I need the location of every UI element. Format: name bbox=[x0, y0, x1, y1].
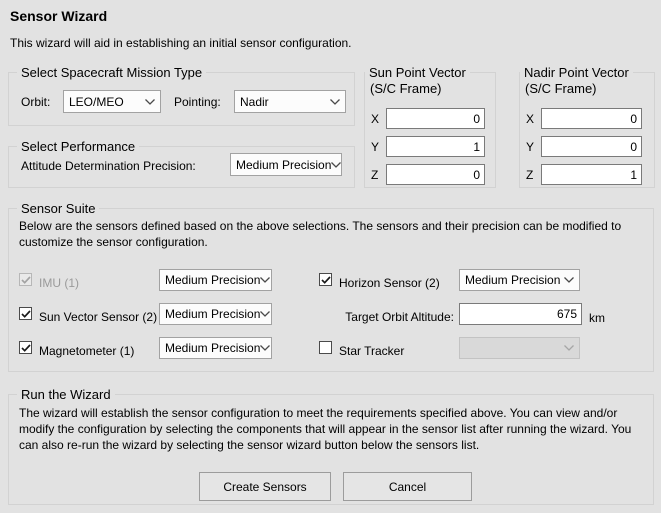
orbit-value: LEO/MEO bbox=[69, 94, 124, 109]
pointing-label: Pointing: bbox=[174, 95, 221, 109]
cancel-button[interactable]: Cancel bbox=[343, 472, 472, 501]
orbit-label: Orbit: bbox=[21, 95, 51, 109]
target-altitude-unit: km bbox=[589, 311, 605, 325]
chevron-down-icon bbox=[330, 99, 340, 105]
nadir-x-label: X bbox=[526, 112, 535, 126]
sun-z-label: Z bbox=[371, 168, 379, 182]
imu-precision-value: Medium Precision bbox=[165, 273, 261, 287]
target-altitude-label: Target Orbit Altitude: bbox=[345, 310, 454, 324]
chevron-down-icon bbox=[260, 345, 270, 351]
mag-precision-value: Medium Precision bbox=[165, 341, 261, 355]
chevron-down-icon bbox=[145, 99, 155, 105]
sensor-row bbox=[9, 269, 653, 291]
svs-precision-value: Medium Precision bbox=[165, 307, 261, 321]
adp-select[interactable] bbox=[230, 153, 342, 176]
performance-legend: Select Performance bbox=[17, 139, 139, 154]
orbit-select[interactable] bbox=[63, 90, 161, 113]
horizon-sensor-label[interactable]: Horizon Sensor (2) bbox=[339, 276, 440, 290]
imu-checkbox bbox=[19, 273, 32, 286]
horizon-sensor-checkbox[interactable] bbox=[319, 273, 332, 286]
check-icon bbox=[320, 274, 332, 286]
sensor-suite-legend: Sensor Suite bbox=[17, 201, 99, 216]
nadir-point-vector-legend: Nadir Point Vector bbox=[520, 65, 633, 80]
sun-frame-note: (S/C Frame) bbox=[370, 81, 442, 96]
target-altitude-input[interactable] bbox=[459, 303, 582, 325]
star-tracker-checkbox[interactable] bbox=[319, 341, 332, 354]
check-icon bbox=[20, 342, 32, 354]
mission-type-group bbox=[8, 65, 355, 126]
pointing-select[interactable] bbox=[234, 90, 346, 113]
chevron-down-icon bbox=[260, 277, 270, 283]
star-precision-select bbox=[459, 337, 580, 359]
nadir-y-label: Y bbox=[526, 140, 535, 154]
sun-y-label: Y bbox=[371, 140, 380, 154]
chevron-down-icon bbox=[564, 345, 574, 351]
adp-value: Medium Precision bbox=[236, 157, 332, 172]
mission-type-legend: Select Spacecraft Mission Type bbox=[17, 65, 206, 80]
magnetometer-checkbox[interactable] bbox=[19, 341, 32, 354]
nadir-z-label: Z bbox=[526, 168, 534, 182]
sensor-suite-description: Below are the sensors defined based on the above selections. The sensors and their precision can be modified to customize the sensor configuration. bbox=[19, 219, 622, 249]
chevron-down-icon bbox=[331, 162, 341, 168]
horizon-precision-select[interactable] bbox=[459, 269, 580, 291]
sun-point-vector-group bbox=[364, 65, 496, 188]
sun-vector-sensor-checkbox[interactable] bbox=[19, 307, 32, 320]
horizon-precision-value: Medium Precision bbox=[465, 273, 561, 287]
sensor-suite-group bbox=[8, 201, 654, 372]
run-wizard-group bbox=[8, 387, 654, 505]
star-tracker-label[interactable]: Star Tracker bbox=[339, 344, 405, 358]
svs-precision-select[interactable] bbox=[159, 303, 272, 325]
page-title: Sensor Wizard bbox=[10, 8, 108, 24]
create-sensors-button[interactable]: Create Sensors bbox=[199, 472, 331, 501]
mag-precision-select[interactable] bbox=[159, 337, 272, 359]
sun-point-vector-legend: Sun Point Vector bbox=[365, 65, 470, 80]
sun-z-input[interactable] bbox=[386, 164, 485, 185]
chevron-down-icon bbox=[564, 277, 574, 283]
pointing-value: Nadir bbox=[240, 94, 269, 109]
magnetometer-label[interactable]: Magnetometer (1) bbox=[39, 344, 135, 358]
performance-group bbox=[8, 139, 355, 188]
nadir-y-input[interactable] bbox=[541, 136, 642, 157]
adp-label: Attitude Determination Precision: bbox=[21, 159, 196, 173]
sun-y-input[interactable] bbox=[386, 136, 485, 157]
sensor-row bbox=[9, 303, 653, 325]
sun-vector-sensor-label[interactable]: Sun Vector Sensor (2) bbox=[39, 310, 158, 324]
nadir-z-input[interactable] bbox=[541, 164, 642, 185]
run-wizard-legend: Run the Wizard bbox=[17, 387, 115, 402]
page-subtitle: This wizard will aid in establishing an initial sensor configuration. bbox=[10, 36, 352, 50]
nadir-point-vector-group bbox=[519, 65, 655, 188]
imu-label: IMU (1) bbox=[39, 276, 79, 290]
check-icon bbox=[20, 308, 32, 320]
sun-x-label: X bbox=[371, 112, 380, 126]
run-wizard-description: The wizard will establish the sensor configuration to meet the requirements specified above. You can view and/or modify the configuration by selecting the components that will appear in the sensor list after running the wizard. You can also re-run the wizard by selecting the sensor wizard button below the sensors list. bbox=[19, 406, 632, 452]
sun-x-input[interactable] bbox=[386, 108, 485, 129]
sensor-row bbox=[9, 337, 653, 359]
nadir-frame-note: (S/C Frame) bbox=[525, 81, 597, 96]
check-icon bbox=[20, 274, 32, 286]
nadir-x-input[interactable] bbox=[541, 108, 642, 129]
chevron-down-icon bbox=[260, 311, 270, 317]
imu-precision-select[interactable] bbox=[159, 269, 272, 291]
